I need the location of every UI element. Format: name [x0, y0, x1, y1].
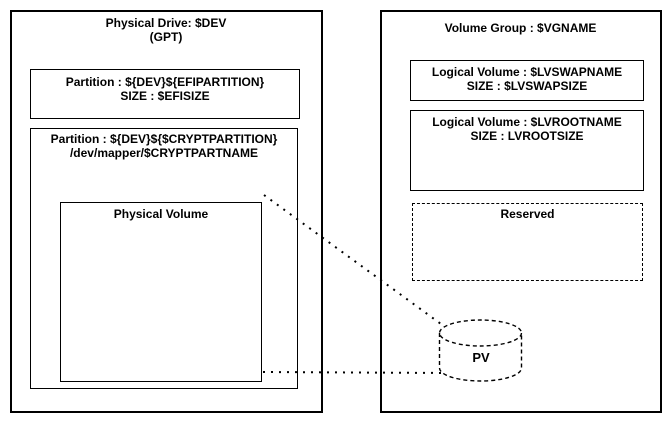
lv-swap-name: Logical Volume : $LVSWAPNAME [431, 65, 623, 79]
lv-root-box [410, 110, 644, 191]
lv-root-size: SIZE : LVROOTSIZE [470, 129, 584, 143]
reserved-label: Reserved [500, 207, 555, 221]
efi-partition-box [30, 69, 300, 119]
physical-drive-box [10, 10, 323, 413]
pv-cylinder-label: PV [472, 350, 490, 365]
reserved-box [412, 203, 643, 281]
physical-volume-box [60, 202, 262, 382]
lv-swap-size: SIZE : $LVSWAPSIZE [466, 79, 588, 93]
physical-drive-title-text: Physical Drive: $DEV [105, 16, 227, 30]
volume-group-title-text: Volume Group : $VGNAME [444, 21, 597, 35]
crypt-partition-name: Partition : ${DEV}${$CRYPTPARTITION} [50, 132, 278, 146]
crypt-partition-mapper: /dev/mapper/$CRYPTPARTNAME [69, 146, 259, 160]
lv-swap-box [410, 60, 644, 101]
lv-root-name: Logical Volume : $LVROOTNAME [432, 115, 622, 129]
physical-drive-title [12, 16, 320, 44]
volume-group-title [382, 21, 659, 35]
physical-volume-label: Physical Volume [113, 207, 209, 221]
efi-partition-name: Partition : ${DEV}${EFIPARTITION} [65, 75, 265, 89]
efi-partition-size: SIZE : $EFISIZE [120, 89, 210, 103]
physical-drive-format-text: (GPT) [149, 30, 183, 44]
crypt-partition-box [30, 128, 298, 389]
